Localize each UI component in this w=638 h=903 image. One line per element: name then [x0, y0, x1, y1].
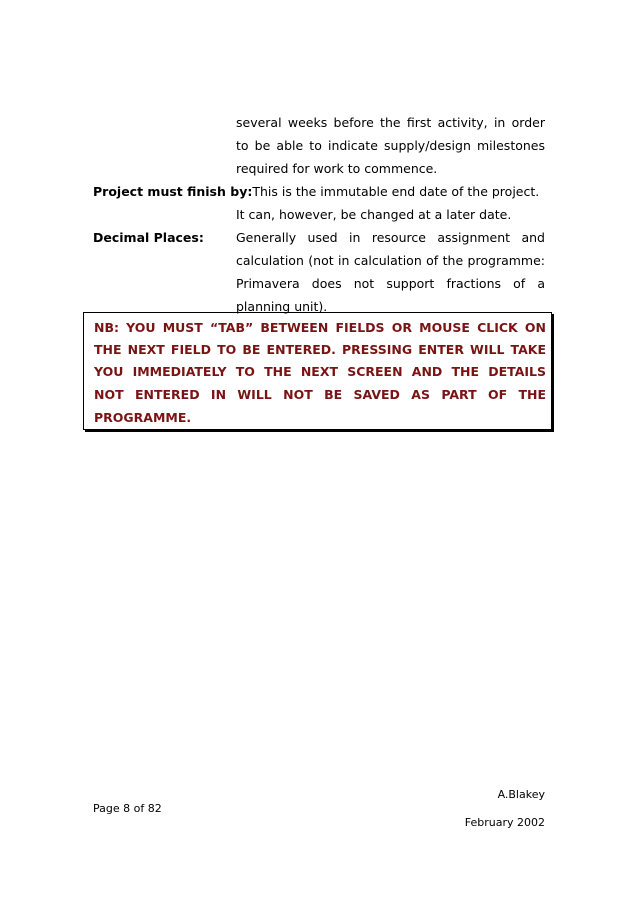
notice-line: PROGRAMME. — [94, 410, 192, 425]
finish-definition — [93, 180, 545, 203]
body-line: Generally used in resource assignment and — [236, 230, 545, 245]
warning-notice-box — [83, 312, 552, 430]
footer-author: A.Blakey — [497, 788, 545, 801]
notice-line: NOT ENTERED IN WILL NOT BE SAVED AS PART OF THE — [94, 387, 546, 402]
body-line: to be able to indicate supply/design milestones — [236, 138, 545, 153]
footer-page-number: Page 8 of 82 — [93, 802, 162, 815]
term-project-finish: Project must finish by: — [93, 184, 253, 199]
body-line: calculation (not in calculation of the programme: — [236, 253, 545, 268]
body-line: Primavera does not support fractions of a — [236, 276, 545, 291]
body-line: planning unit). — [236, 299, 328, 314]
body-line: It can, however, be changed at a later date. — [236, 207, 512, 222]
notice-line: THE NEXT FIELD TO BE ENTERED. PRESSING ENTER WILL TAKE — [94, 342, 546, 357]
body-line: required for work to commence. — [236, 161, 438, 176]
footer-date: February 2002 — [464, 816, 545, 829]
body-line: several weeks before the first activity, in order — [236, 115, 545, 130]
notice-line: NB: YOU MUST “TAB” BETWEEN FIELDS OR MOUSE CLICK ON — [94, 320, 546, 335]
finish-description: This is the immutable end date of the project. — [252, 184, 540, 199]
term-decimal-places: Decimal Places: — [93, 230, 204, 245]
notice-line: YOU IMMEDIATELY TO THE NEXT SCREEN AND THE DETAILS — [94, 364, 546, 379]
